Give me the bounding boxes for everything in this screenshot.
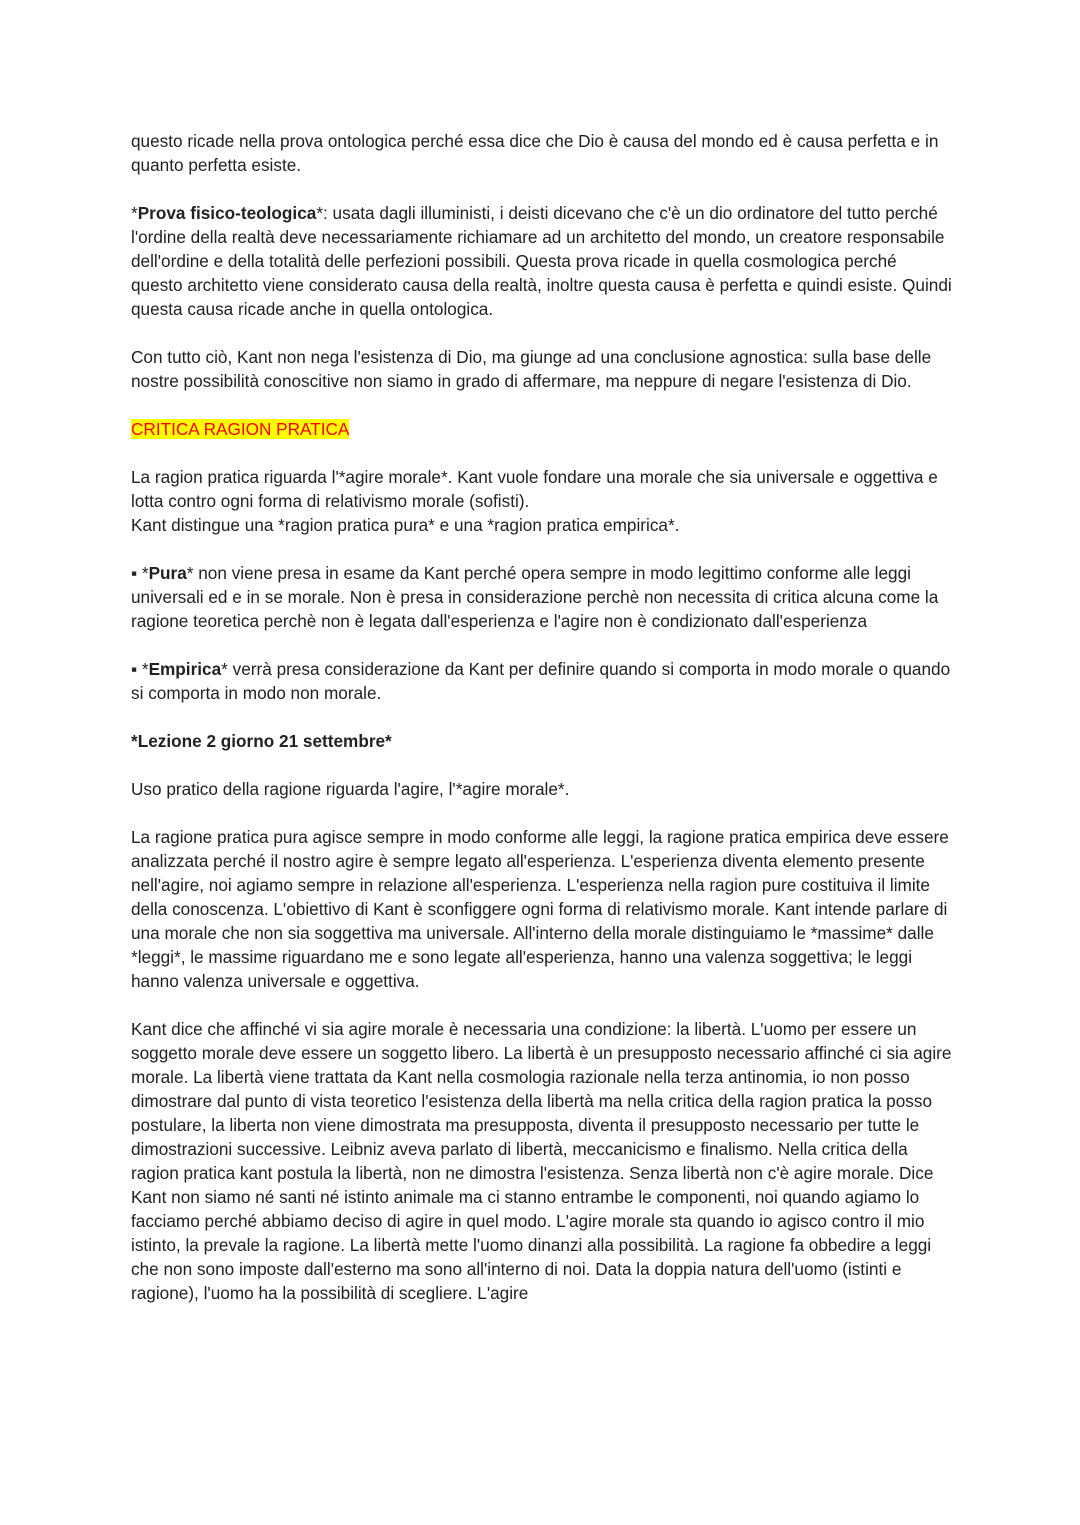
document-page [131,129,953,1329]
paragraph-practical-reason-distinction: Kant distingue una *ragion pratica pura* e una *ragion pratica empirica*. [131,515,680,535]
lesson-heading [131,729,953,753]
paragraph-text: * verrà presa considerazione da Kant per definire quando si comporta in modo morale o quando si comporta in modo non morale. [131,659,951,703]
paragraph-practical-use: Uso pratico della ragione riguarda l'agire, l'*agire morale*. [131,779,570,799]
paragraph-text: * non viene presa in esame da Kant perché opera sempre in modo legittimo conforme alle leggi universali ed e in se morale. Non è presa in considerazione perchè non necessita di critica alcuna come la ragione teoretica perchè non è legata dall'esperienza e l'agire non è condizionato dall'esperienza [131,563,939,631]
paragraph-practical-reason-intro: La ragion pratica riguarda l'*agire morale*. Kant vuole fondare una morale che sia universale e oggettiva e lotta contro ogni forma di relativismo morale (sofisti). [131,467,938,511]
bullet-prefix: * [131,203,138,223]
paragraph-freedom: Kant dice che affinché vi sia agire morale è necessaria una condizione: la libertà. L'uomo per essere un soggetto morale deve essere un soggetto libero. La libertà è un presupposto necessario affinché ci sia agire morale. La libertà viene trattata da Kant nella cosmologia razionale nella terza antinomia, io non posso dimostrare dal punto di vista teoretico l'esistenza della libertà ma nella critica della ragion pratica la posso postulare, la liberta non viene dimostrata ma presupposta, diventa il presupposto necessario per tutte le dimostrazioni successive. Leibniz aveva parlato di libertà, meccanicismo e finalismo. Nella critica della ragion pratica kant postula la libertà, non ne dimostra l'esistenza. Senza libertà non c'è agire morale. Dice Kant non siamo né santi né istinto animale ma ci stanno entrambe le componenti, noi quando agiamo lo facciamo perché abbiamo deciso di agire in quel modo. L'agire morale sta quando io agisco contro il mio istinto, la prevale la ragione. La libertà mette l'uomo dinanzi alla possibilità. La ragione fa obbedire a leggi che non sono imposte dall'esterno ma sono all'interno di noi. Data la doppia natura dell'uomo (istinti e ragione), l'uomo ha la possibilità di scegliere. L'agire [131,1019,952,1303]
term-bold: Pura [148,563,187,583]
list-item-empirical [131,657,953,705]
highlighted-heading-text: CRITICA RAGION PRATICA [131,419,350,439]
paragraph-agnostic-conclusion: Con tutto ciò, Kant non nega l'esistenza di Dio, ma giunge ad una conclusione agnostica: sulla base delle nostre possibilità conoscitive non siamo in grado di affermare, ma neppure di negare l'esistenza di Dio. [131,347,932,391]
section-heading [131,417,953,441]
term-bold: Empirica [148,659,222,679]
paragraph-physico-theological-proof [131,201,953,321]
list-item-pure [131,561,953,633]
paragraph-ontological-continuation: questo ricade nella prova ontologica perché essa dice che Dio è causa del mondo ed è causa perfetta e in quanto perfetta esiste. [131,131,939,175]
bullet-prefix: ▪ * [131,563,149,583]
paragraph-maxims-laws: La ragione pratica pura agisce sempre in modo conforme alle leggi, la ragione pratica empirica deve essere analizzata perché il nostro agire è sempre legato all'esperienza. L'esperienza diventa elemento presente nell'agire, noi agiamo sempre in relazione all'esperienza. L'esperienza nella ragion pure costituiva il limite della conoscenza. L'obiettivo di Kant è sconfiggere ogni forma di relativismo morale. Kant intende parlare di una morale che non sia soggettiva ma universale. All'interno della morale distinguiamo le *massime* dalle *leggi*, le massime riguardano me e sono legate all'esperienza, hanno una valenza soggettiva; le leggi hanno valenza universale e oggettiva. [131,827,949,991]
bullet-prefix: ▪ * [131,659,149,679]
paragraph-text: *: usata dagli illuministi, i deisti dicevano che c'è un dio ordinatore del tutto perché l'ordine della realtà deve necessariamente richiamare ad un architetto del mondo, un creatore responsabile dell'ordine e della totalità delle perfezioni possibili. Questa prova ricade in quella cosmologica perché questo architetto viene considerato causa della realtà, inoltre questa causa è perfetta e quindi esiste. Quindi questa causa ricade anche in quella ontologica. [131,203,952,319]
lesson-heading-text: *Lezione 2 giorno 21 settembre* [131,731,392,751]
term-bold: Prova fisico-teologica [137,203,317,223]
